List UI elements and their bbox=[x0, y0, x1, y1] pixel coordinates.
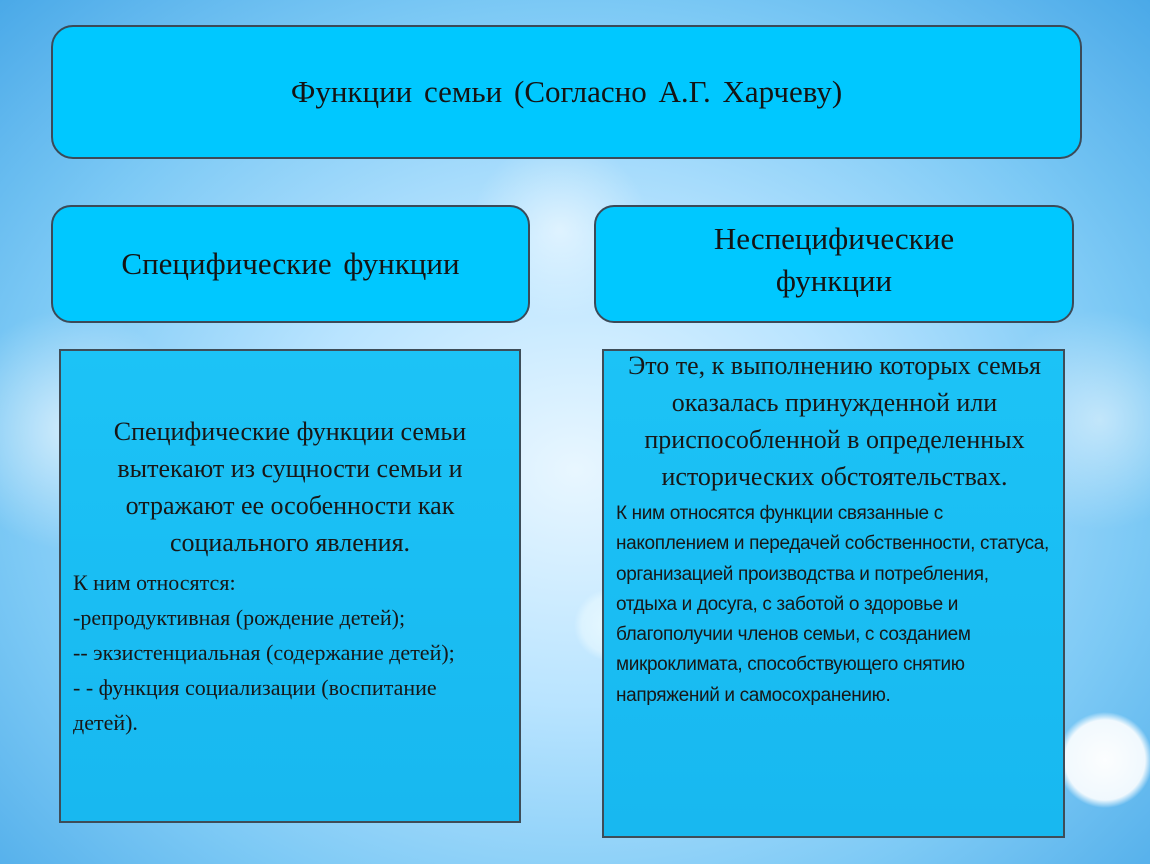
diagram-title: Функции семьи (Согласно А.Г. Харчеву) bbox=[290, 74, 843, 109]
nonspecific-functions-header-text: Неспецифические функции bbox=[713, 221, 955, 298]
nonspecific-functions-list: К ним относятся функции связанные с накоплением и передачей собственности, статуса, организацией производства и потребления, отдыха и досуга, с заботой о здоровье и благополучии членов семьи, с созданием микроклимата, способствующего снятию напряжений и самосохранению. bbox=[616, 503, 1049, 706]
list-item: - - функция социализации (воспитание детей). bbox=[73, 675, 437, 735]
nonspecific-functions-description: Это те, к выполнению которых семья оказалась принужденной или приспособленной в определенных исторических обстоятельствах. bbox=[628, 351, 1041, 491]
diagram-title-box bbox=[51, 25, 1082, 159]
nonspecific-functions-content bbox=[602, 349, 1065, 838]
specific-functions-header bbox=[51, 205, 530, 323]
list-item: -репродуктивная (рождение детей); bbox=[73, 605, 406, 630]
specific-functions-header-text: Специфические функции bbox=[121, 246, 460, 281]
list-item: -- экзистенциальная (содержание детей); bbox=[73, 640, 455, 665]
specific-functions-content bbox=[59, 349, 521, 823]
specific-functions-description: Специфические функции семьи вытекают из сущности семьи и отражают ее особенности как социального явления. bbox=[113, 417, 467, 557]
specific-functions-list-title: К ним относятся: bbox=[73, 570, 236, 595]
nonspecific-functions-header bbox=[594, 205, 1074, 323]
